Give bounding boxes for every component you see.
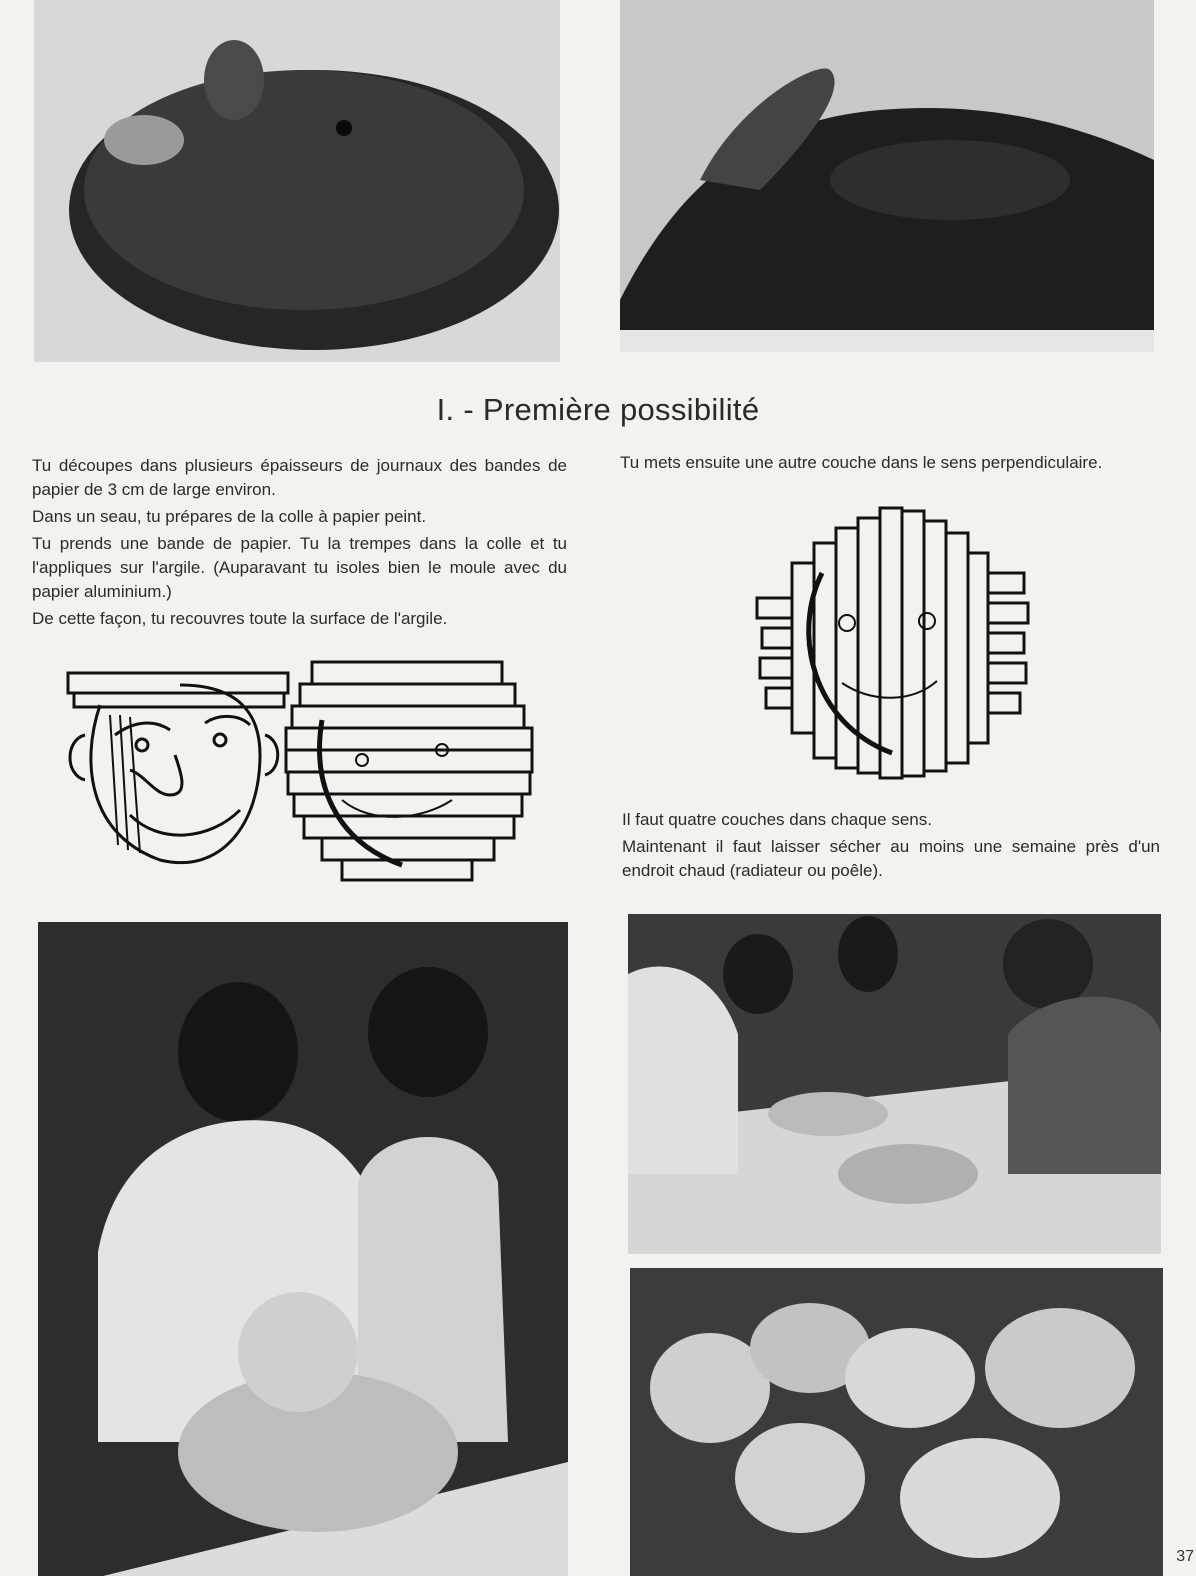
paragraph: Dans un seau, tu prépares de la colle à papier peint. [32, 507, 427, 526]
illustration-horizontal-strips-face [60, 645, 290, 875]
right-text-column-bottom [622, 808, 1160, 886]
photo-finished-masks [630, 1268, 1163, 1576]
paragraph: Tu découpes dans plusieurs épaisseurs de journaux des bandes de papier de 3 cm de large environ. [32, 456, 567, 499]
photo-clay-mask-side [620, 0, 1154, 352]
illustration-vertical-strips [752, 503, 1032, 783]
paragraph: Maintenant il faut laisser sécher au moins une semaine près d'un endroit chaud (radiateur ou poêle). [622, 837, 1160, 880]
paragraph: Il faut quatre couches dans chaque sens. [622, 810, 932, 829]
photo-group-at-table [628, 914, 1161, 1254]
section-heading: I. - Première possibilité [436, 392, 760, 427]
photo-two-boys-working [38, 922, 568, 1576]
illustration-horizontal-strips-covered [282, 650, 537, 890]
paragraph: Tu mets ensuite une autre couche dans le sens perpendiculaire. [620, 453, 1103, 472]
paragraph: Tu prends une bande de papier. Tu la trempes dans la colle et tu l'appliques sur l'argile. (Auparavant tu isoles bien le moule avec du papier aluminium.) [32, 534, 567, 601]
page-number: 37 [1176, 1548, 1194, 1565]
paragraph: De cette façon, tu recouvres toute la surface de l'argile. [32, 609, 448, 628]
photo-clay-mask-front [34, 0, 560, 362]
left-text-column [32, 454, 567, 634]
right-text-column-top [620, 451, 1156, 478]
